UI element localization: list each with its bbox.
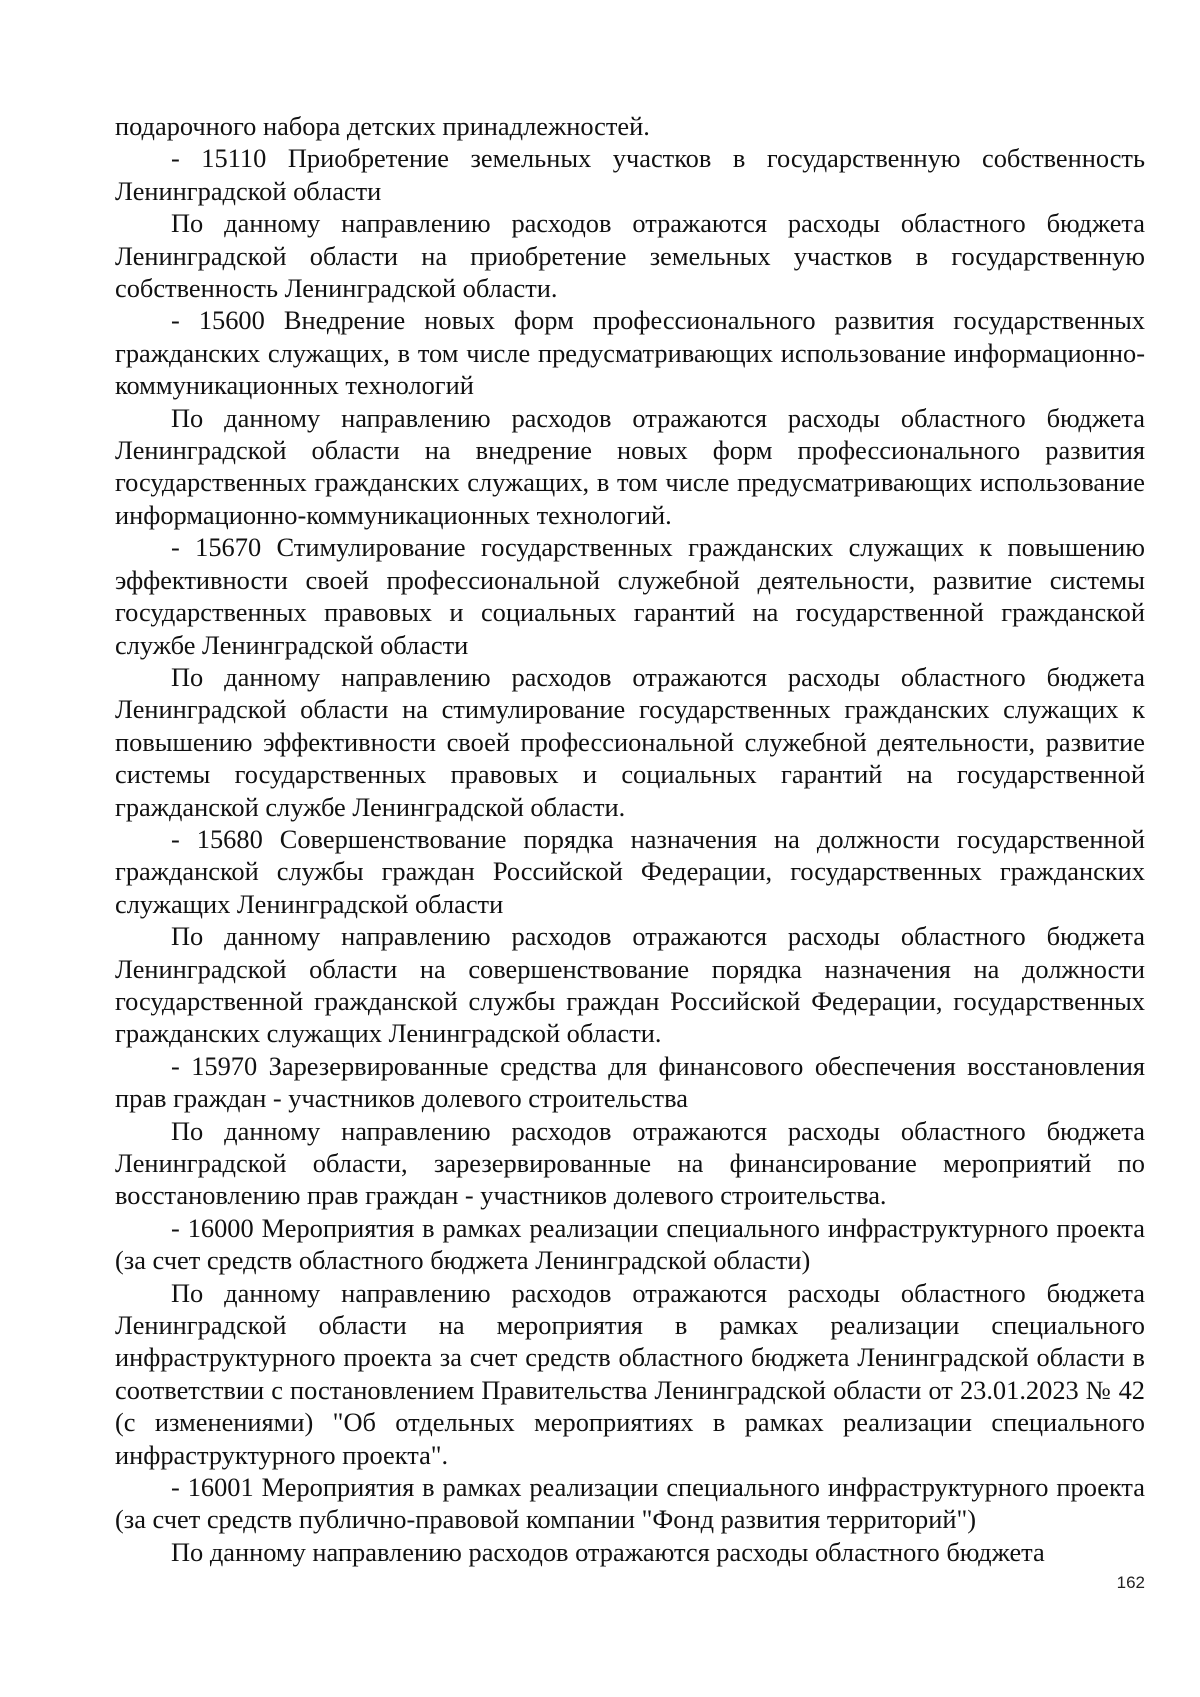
item-heading-15670: - 15670 Стимулирование государственных гражданских служащих к повышению эффективности своей профессиональной служебной деятельности, развитие системы государственных правовых и социальных гарантий на государственной гражданской службе Ленинградской области [115, 532, 1145, 660]
item-heading-15110: - 15110 Приобретение земельных участков в государственную собственность Ленинградской области [115, 143, 1145, 206]
page-number: 162 [1116, 1573, 1145, 1592]
item-heading-16001: - 16001 Мероприятия в рамках реализации специального инфраструктурного проекта (за счет средств публично-правовой компании "Фонд развития территорий") [115, 1472, 1145, 1535]
item-description-16000: По данному направлению расходов отражаются расходы областного бюджета Ленинградской области на мероприятия в рамках реализации специального инфраструктурного проекта за счет средств областного бюджета Ленинградской области в соответствии с постановлением Правительства Ленинградской области от 23.01.2023 № 42 (с изменениями) "Об отдельных мероприятиях в рамках реализации специального инфраструктурного проекта". [115, 1277, 1145, 1470]
item-description-15110: По данному направлению расходов отражаются расходы областного бюджета Ленинградской области на приобретение земельных участков в государственную собственность Ленинградской области. [115, 208, 1145, 304]
item-description-16001: По данному направлению расходов отражаются расходы областного бюджета [171, 1536, 1045, 1567]
item-heading-15600: - 15600 Внедрение новых форм профессионального развития государственных гражданских служащих, в том числе предусматривающих использование информационно-коммуникационных технологий [115, 305, 1145, 401]
item-heading-15970: - 15970 Зарезервированные средства для финансового обеспечения восстановления прав граждан - участников долевого строительства [115, 1050, 1145, 1114]
item-heading-15680: - 15680 Совершенствование порядка назначения на должности государственной гражданской службы граждан Российской Федерации, государственных гражданских служащих Ленинградской области [115, 823, 1145, 919]
paragraph-continuation: подарочного набора детских принадлежностей. [115, 111, 650, 141]
item-description-15970: По данному направлению расходов отражаются расходы областного бюджета Ленинградской области, зарезервированные на финансирование мероприятий по восстановлению прав граждан - участников долевого строительства. [115, 1115, 1145, 1211]
item-description-15600: По данному направлению расходов отражаются расходы областного бюджета Ленинградской области на внедрение новых форм профессионального развития государственных гражданских служащих, в том числе предусматривающих использование информационно-коммуникационных технологий. [115, 402, 1145, 530]
document-body [115, 110, 1145, 1568]
item-description-15670: По данному направлению расходов отражаются расходы областного бюджета Ленинградской области на стимулирование государственных гражданских служащих к повышению эффективности своей профессиональной служебной деятельности, развитие системы государственных правовых и социальных гарантий на государственной гражданской службе Ленинградской области. [115, 661, 1145, 822]
item-heading-16000: - 16000 Мероприятия в рамках реализации специального инфраструктурного проекта (за счет средств областного бюджета Ленинградской области) [115, 1212, 1145, 1276]
item-description-15680: По данному направлению расходов отражаются расходы областного бюджета Ленинградской области на совершенствование порядка назначения на должности государственной гражданской службы граждан Российской Федерации, государственных гражданских служащих Ленинградской области. [115, 921, 1145, 1049]
